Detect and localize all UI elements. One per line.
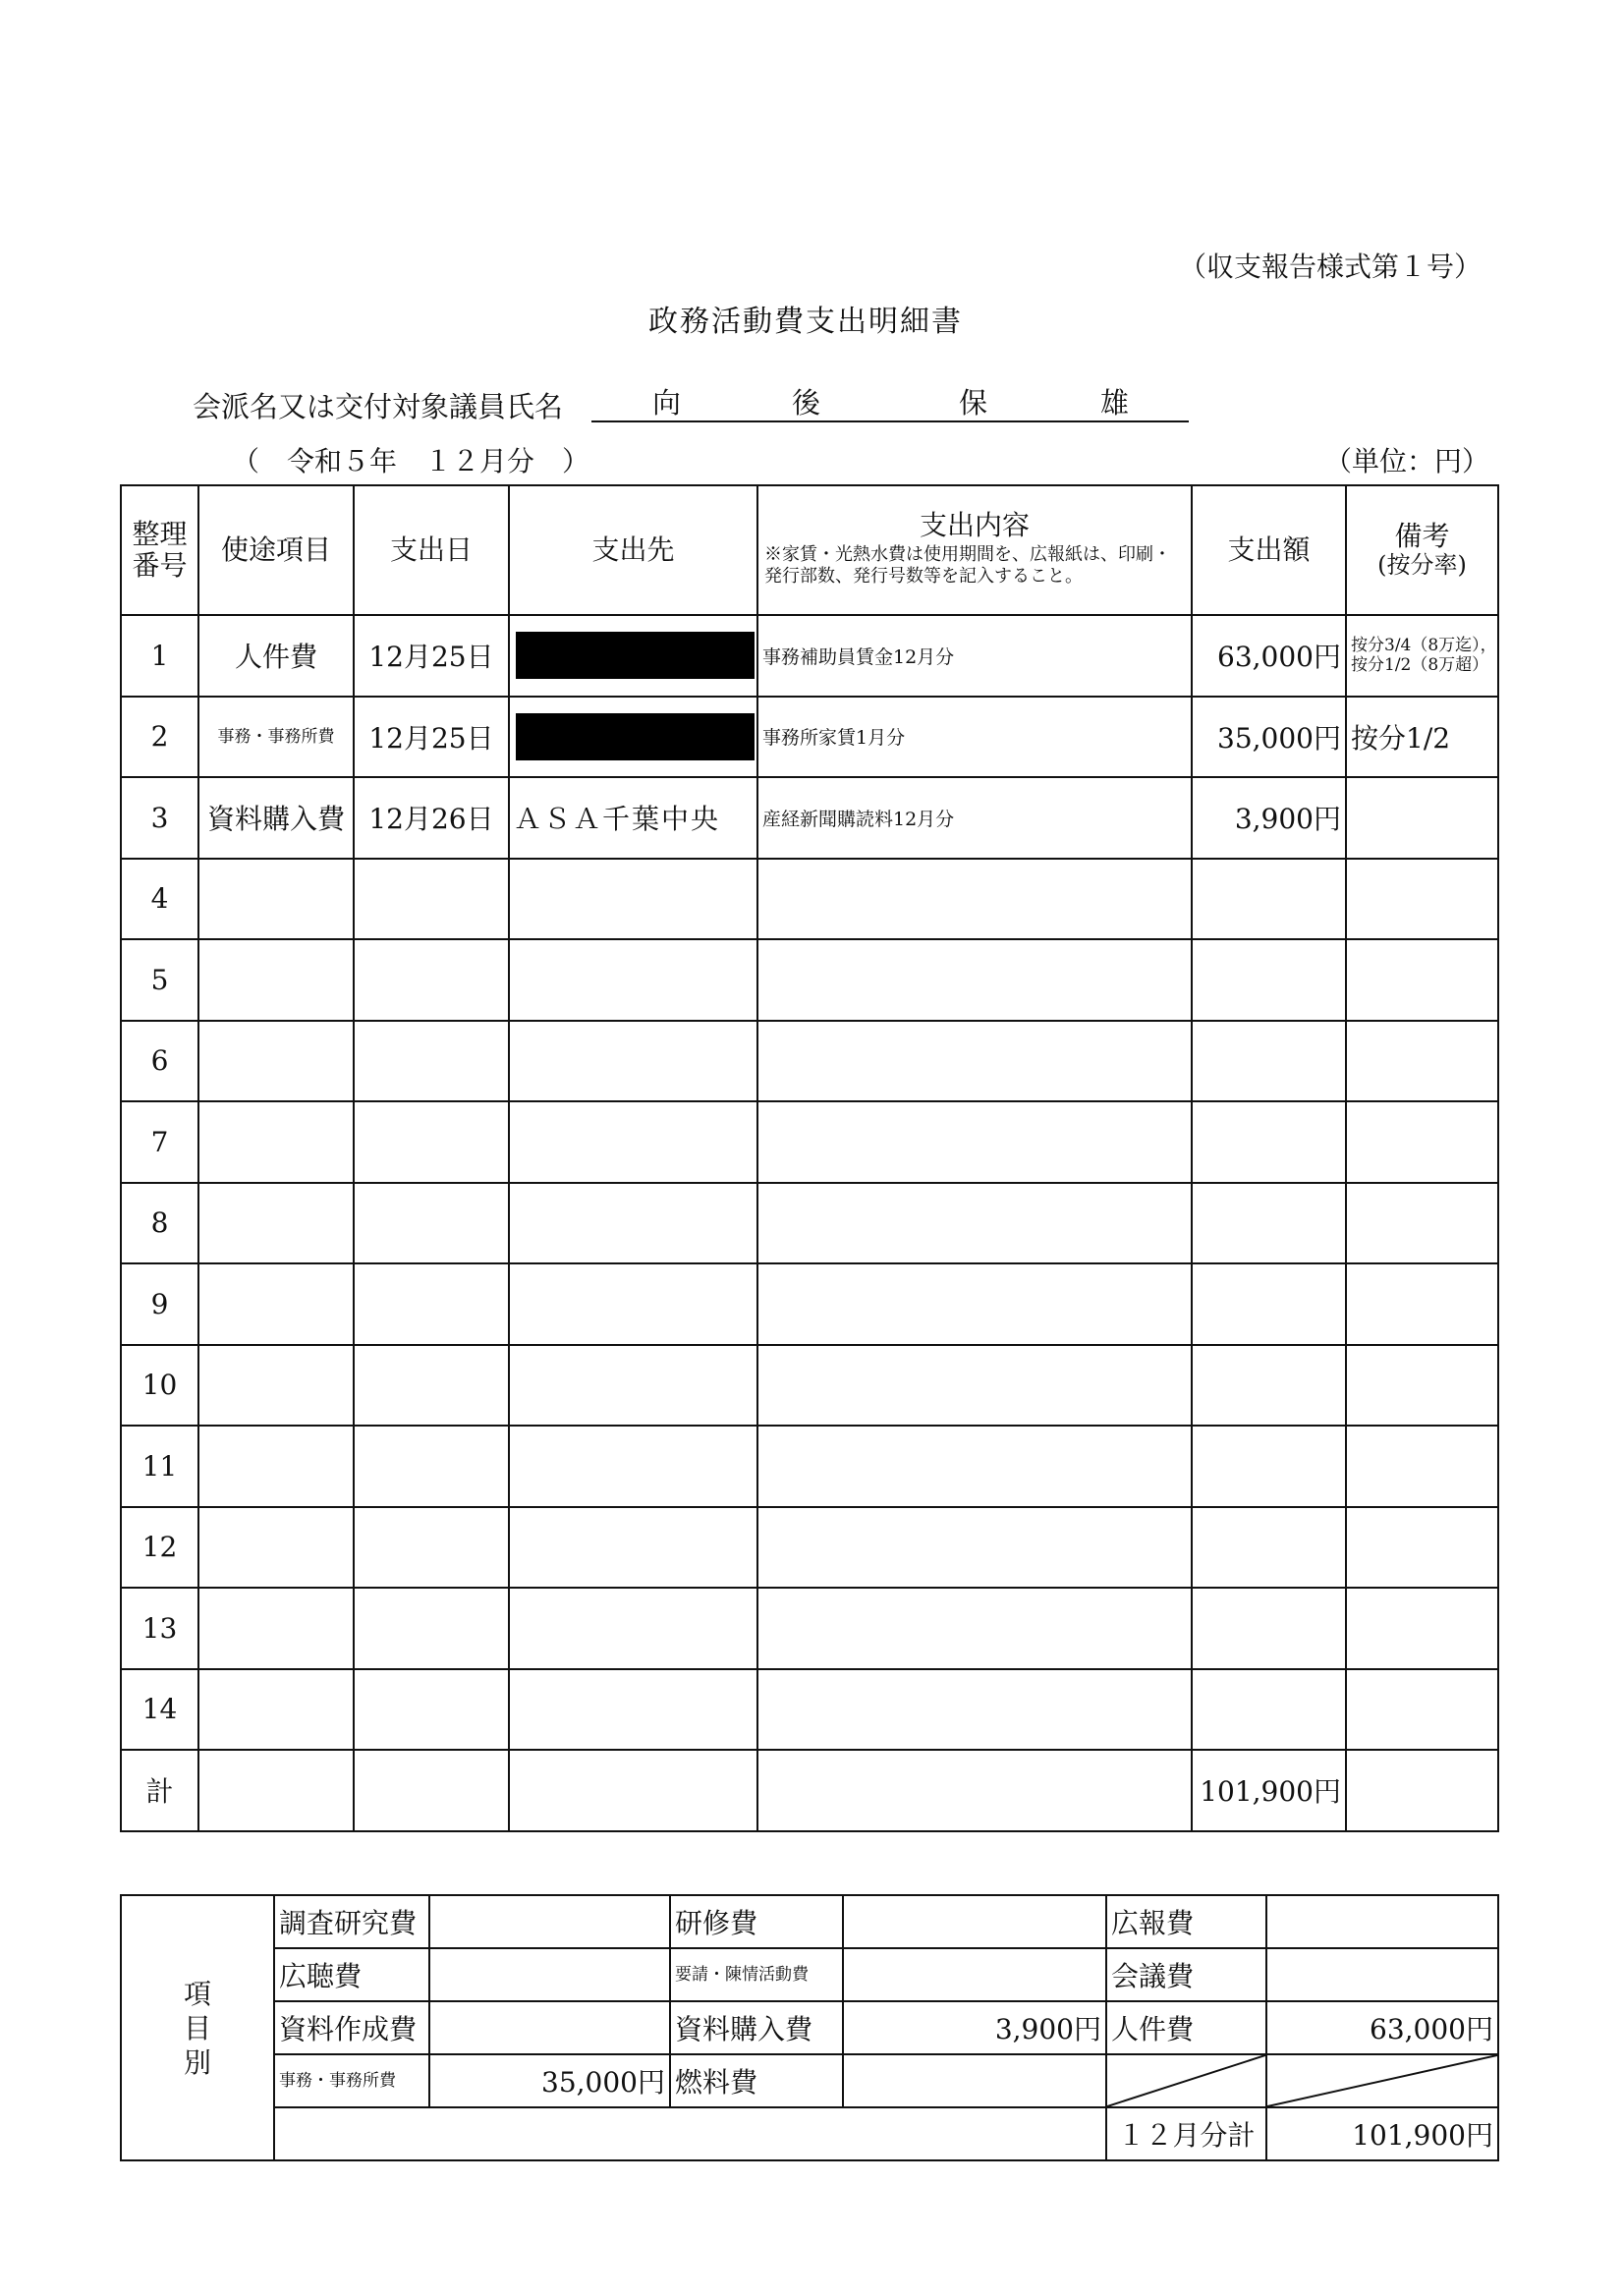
- table-row: [121, 1507, 1498, 1589]
- table-row: [121, 1183, 1498, 1264]
- summary-label: 資料作成費: [274, 2001, 429, 2054]
- summary-value: [429, 2001, 670, 2054]
- row-remarks: 按分3/4（8万迄），按分1/2（8万超）: [1346, 615, 1498, 697]
- row-date: [354, 1021, 509, 1102]
- row-content: [757, 859, 1192, 940]
- row-remarks: [1346, 1183, 1498, 1264]
- row-number: 14: [121, 1669, 198, 1751]
- summary-label: 会議費: [1106, 1948, 1266, 2001]
- summary-label: 燃料費: [670, 2054, 843, 2107]
- summary-label: 事務・事務所費: [274, 2054, 429, 2107]
- header-content-title: 支出内容: [919, 509, 1030, 542]
- row-remarks: [1346, 1669, 1498, 1751]
- summary-diagonal-cell: [1266, 2054, 1498, 2107]
- row-payee: [509, 1507, 757, 1589]
- form-number: （収支報告様式第１号）: [1179, 251, 1483, 283]
- row-purpose: [198, 1426, 354, 1507]
- row-number: 12: [121, 1507, 198, 1589]
- header-purpose: 使途項目: [198, 485, 354, 615]
- row-remarks: [1346, 1588, 1498, 1669]
- row-date: [354, 1101, 509, 1183]
- redaction-block: [516, 713, 755, 760]
- table-row: [121, 939, 1498, 1021]
- row-payee: [509, 859, 757, 940]
- redaction-block: [516, 632, 755, 679]
- row-number: 1: [121, 615, 198, 697]
- row-amount: 35,000円: [1192, 697, 1346, 778]
- row-payee: ＡＳＡ千葉中央: [509, 777, 757, 859]
- summary-value: [1266, 1895, 1498, 1948]
- row-remarks: [1346, 1345, 1498, 1427]
- row-remarks: [1346, 777, 1498, 859]
- total-label: 計: [121, 1750, 198, 1831]
- table-row: [121, 697, 1498, 778]
- summary-value: 63,000円: [1266, 2001, 1498, 2054]
- diagonal-line: [1107, 2055, 1265, 2106]
- summary-value: [843, 2054, 1106, 2107]
- unit-label: （単位：円）: [1324, 445, 1490, 477]
- row-purpose: [198, 1263, 354, 1345]
- row-purpose: 事務・事務所費: [198, 697, 354, 778]
- table-row: [121, 1101, 1498, 1183]
- summary-label: 人件費: [1106, 2001, 1266, 2054]
- row-number: 11: [121, 1426, 198, 1507]
- row-remarks: [1346, 1507, 1498, 1589]
- row-amount: [1192, 939, 1346, 1021]
- name-char: 保: [959, 386, 988, 420]
- summary-blank: [274, 2107, 1106, 2160]
- expense-table: [120, 484, 1499, 1832]
- table-row: [121, 1263, 1498, 1345]
- row-purpose: [198, 1021, 354, 1102]
- row-payee: [509, 615, 757, 697]
- table-header-row: [121, 485, 1498, 615]
- row-date: [354, 1183, 509, 1264]
- row-date: [354, 1426, 509, 1507]
- summary-label: 資料購入費: [670, 2001, 843, 2054]
- total-blank: [354, 1750, 509, 1831]
- row-number: 2: [121, 697, 198, 778]
- row-amount: [1192, 1345, 1346, 1427]
- name-char: 雄: [1100, 386, 1130, 420]
- summary-value: [429, 1895, 670, 1948]
- total-blank: [1346, 1750, 1498, 1831]
- row-amount: [1192, 1263, 1346, 1345]
- row-number: 8: [121, 1183, 198, 1264]
- row-content: [757, 1263, 1192, 1345]
- row-amount: [1192, 1507, 1346, 1589]
- row-remarks: [1346, 1426, 1498, 1507]
- row-amount: [1192, 859, 1346, 940]
- summary-label: 要請・陳情活動費: [670, 1948, 843, 2001]
- row-content: 産経新聞購読料12月分: [757, 777, 1192, 859]
- row-number: 9: [121, 1263, 198, 1345]
- row-payee: [509, 1588, 757, 1669]
- summary-value: 3,900円: [843, 2001, 1106, 2054]
- table-row: [121, 1669, 1498, 1751]
- row-remarks: [1346, 1263, 1498, 1345]
- row-payee: [509, 1669, 757, 1751]
- table-row: [121, 1588, 1498, 1669]
- total-blank: [509, 1750, 757, 1831]
- category-summary-table: [120, 1894, 1499, 2161]
- name-label: 会派名又は交付対象議員氏名: [193, 390, 564, 423]
- row-number: 4: [121, 859, 198, 940]
- row-amount: [1192, 1183, 1346, 1264]
- header-remarks-title: 備考: [1394, 520, 1450, 553]
- summary-label: 調査研究費: [274, 1895, 429, 1948]
- row-purpose: [198, 1669, 354, 1751]
- row-date: 12月25日: [354, 615, 509, 697]
- row-remarks: [1346, 1101, 1498, 1183]
- row-amount: [1192, 1426, 1346, 1507]
- total-blank: [757, 1750, 1192, 1831]
- row-number: 7: [121, 1101, 198, 1183]
- name-char: 向: [652, 386, 682, 420]
- header-remarks: [1346, 485, 1498, 615]
- total-row: [121, 1750, 1498, 1831]
- table-row: [121, 1426, 1498, 1507]
- row-number: 13: [121, 1588, 198, 1669]
- summary-value: 35,000円: [429, 2054, 670, 2107]
- name-char: 後: [792, 386, 821, 420]
- row-date: 12月25日: [354, 697, 509, 778]
- row-amount: 63,000円: [1192, 615, 1346, 697]
- row-purpose: 人件費: [198, 615, 354, 697]
- row-purpose: [198, 859, 354, 940]
- row-content: [757, 1507, 1192, 1589]
- summary-diagonal-cell: [1106, 2054, 1266, 2107]
- row-payee: [509, 1345, 757, 1427]
- row-date: [354, 1507, 509, 1589]
- month-total-value: 101,900円: [1266, 2107, 1498, 2160]
- summary-value: [843, 1948, 1106, 2001]
- row-payee: [509, 1101, 757, 1183]
- summary-label: 研修費: [670, 1895, 843, 1948]
- row-amount: [1192, 1669, 1346, 1751]
- row-date: [354, 1588, 509, 1669]
- row-amount: [1192, 1101, 1346, 1183]
- row-content: [757, 1183, 1192, 1264]
- row-remarks: [1346, 1021, 1498, 1102]
- row-date: [354, 1263, 509, 1345]
- row-content: [757, 939, 1192, 1021]
- row-payee: [509, 697, 757, 778]
- row-purpose: [198, 1183, 354, 1264]
- header-remarks-sub: (按分率): [1377, 551, 1467, 580]
- table-row: [121, 859, 1498, 940]
- row-date: [354, 939, 509, 1021]
- row-content: [757, 1426, 1192, 1507]
- member-name: [591, 381, 1189, 422]
- table-row: [121, 1021, 1498, 1102]
- table-row: [121, 1345, 1498, 1427]
- row-amount: 3,900円: [1192, 777, 1346, 859]
- row-purpose: 資料購入費: [198, 777, 354, 859]
- report-period: （ 令和５年 １２月分 ）: [232, 445, 590, 477]
- row-content: [757, 1588, 1192, 1669]
- row-content: 事務補助員賃金12月分: [757, 615, 1192, 697]
- header-no: 整理 番号: [121, 485, 198, 615]
- summary-side-label: 項 目 別: [121, 1895, 274, 2160]
- row-payee: [509, 1183, 757, 1264]
- row-date: [354, 859, 509, 940]
- header-payee: 支出先: [509, 485, 757, 615]
- table-row: [121, 615, 1498, 697]
- row-content: [757, 1101, 1192, 1183]
- row-number: 6: [121, 1021, 198, 1102]
- row-date: [354, 1345, 509, 1427]
- row-content: 事務所家賃1月分: [757, 697, 1192, 778]
- row-purpose: [198, 1507, 354, 1589]
- row-content: [757, 1669, 1192, 1751]
- row-content: [757, 1345, 1192, 1427]
- row-purpose: [198, 1101, 354, 1183]
- total-amount: 101,900円: [1192, 1750, 1346, 1831]
- row-remarks: 按分1/2: [1346, 697, 1498, 778]
- row-purpose: [198, 1588, 354, 1669]
- row-payee: [509, 1021, 757, 1102]
- table-row: [121, 777, 1498, 859]
- header-amount: 支出額: [1192, 485, 1346, 615]
- summary-label: 広報費: [1106, 1895, 1266, 1948]
- summary-value: [1266, 1948, 1498, 2001]
- row-amount: [1192, 1588, 1346, 1669]
- row-number: 3: [121, 777, 198, 859]
- row-remarks: [1346, 939, 1498, 1021]
- summary-label: 広聴費: [274, 1948, 429, 2001]
- row-date: [354, 1669, 509, 1751]
- row-purpose: [198, 939, 354, 1021]
- row-payee: [509, 1263, 757, 1345]
- row-purpose: [198, 1345, 354, 1427]
- summary-value: [429, 1948, 670, 2001]
- row-date: 12月26日: [354, 777, 509, 859]
- header-content: [757, 485, 1192, 615]
- header-date: 支出日: [354, 485, 509, 615]
- row-number: 10: [121, 1345, 198, 1427]
- diagonal-line: [1267, 2055, 1497, 2106]
- document-title: 政務活動費支出明細書: [648, 305, 963, 339]
- summary-value: [843, 1895, 1106, 1948]
- row-content: [757, 1021, 1192, 1102]
- row-number: 5: [121, 939, 198, 1021]
- total-blank: [198, 1750, 354, 1831]
- row-remarks: [1346, 859, 1498, 940]
- row-payee: [509, 939, 757, 1021]
- row-amount: [1192, 1021, 1346, 1102]
- header-content-note: ※家賃・光熱水費は使用期間を、広報紙は、印刷・発行部数、発行号数等を記入すること。: [764, 543, 1171, 588]
- row-payee: [509, 1426, 757, 1507]
- month-total-label: １２月分計: [1106, 2107, 1266, 2160]
